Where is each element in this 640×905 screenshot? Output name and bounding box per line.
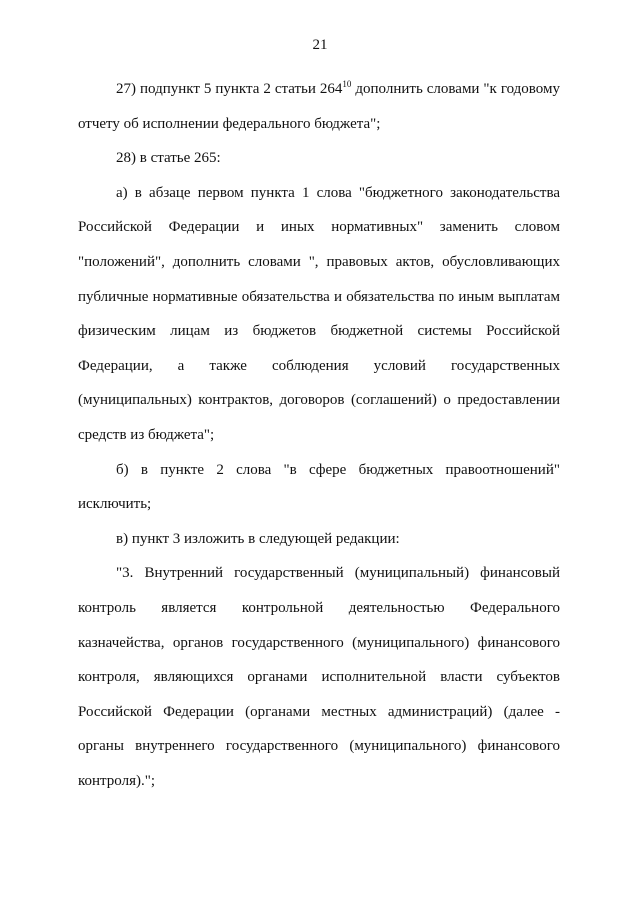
paragraph-27-text-start: 27) подпункт 5 пункта 2 статьи 264 [116,81,343,97]
quoted-paragraph-3: "3. Внутренний государственный (муниципальный) финансовый контроль является контрольной деятельностью Федерального казначейства, органов государственного (муниципального) финансового контроля, являющихся органами исполнительной власти субъектов Российской Федерации (органами местных администраций) (далее - органы внутреннего государственного (муниципального) финансового контроля)."; [78,565,560,789]
paragraph-b: б) в пункте 2 слова "в сфере бюджетных правоотношений" исключить; [78,461,560,513]
paragraph-27 [78,72,560,141]
document-body [78,72,560,798]
paragraph-28: 28) в статье 265: [116,150,221,167]
article-superscript: 10 [342,79,352,89]
paragraph-27-text-end: дополнить словами "к годовому отчету об исполнении федерального бюджета"; [78,81,560,132]
paragraph-v: в) пункт 3 изложить в следующей редакции: [116,530,400,547]
paragraph-a: а) в абзаце первом пункта 1 слова "бюджетного законодательства Российской Федерации и иных нормативных" заменить словом "положений", дополнить словами ", правовых актов, обусловливающих публичные нормативные обязательства и обязательства по иным выплатам физическим лицам из бюджетов бюджетной системы Российской Федерации, а также соблюдения условий государственных (муниципальных) контрактов, договоров (соглашений) о предоставлении средств из бюджета"; [78,184,560,443]
page-number: 21 [312,37,328,53]
